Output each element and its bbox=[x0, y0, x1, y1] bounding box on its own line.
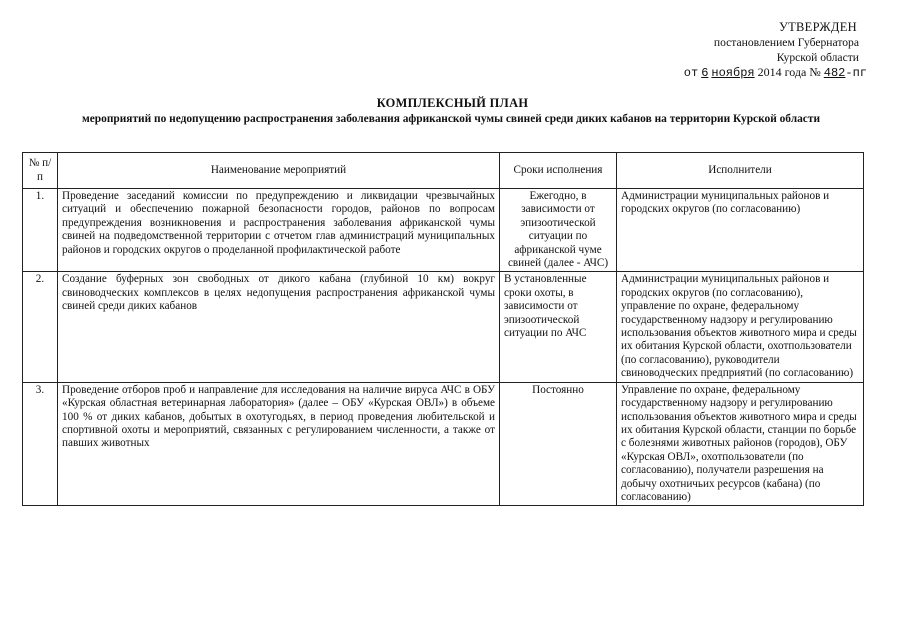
row-measure: Проведение отборов проб и направление для исследования на наличие вируса АЧС в ОБУ «Курская областная ветеринарная лаборатория» (далее – ОБУ «Курская ОВЛ») в объеме 100 % от диких кабанов, добытых в охотугодьях, в период проведения любительской и спортивной охоты и мероприятий, связанных с регулированием численности, а также от павших животных bbox=[58, 382, 500, 506]
approval-block bbox=[607, 20, 867, 81]
approval-date-prefix: от bbox=[683, 66, 699, 80]
plan-table bbox=[22, 152, 864, 506]
table-row bbox=[23, 272, 864, 382]
approval-date-day: 6 bbox=[701, 66, 709, 80]
header-term: Сроки исполнения bbox=[500, 153, 617, 189]
approval-number-suffix: -пг bbox=[845, 66, 867, 80]
row-num: 2. bbox=[23, 272, 58, 382]
approval-date-month: ноября bbox=[711, 66, 755, 80]
row-executors: Управление по охране, федеральному государственному надзору и регулированию использования объектов животного мира и среды их обитания Курской области, станции по борьбе с болезнями животных районов (городов), ОБУ «Курская ОВЛ», охотпользователи (по согласованию), получатели разрешения на добычу охотничьих ресурсов (кабана) (по согласованию) bbox=[617, 382, 864, 506]
table-row bbox=[23, 382, 864, 506]
header-executors: Исполнители bbox=[617, 153, 864, 189]
approval-date-line bbox=[607, 65, 867, 81]
document-title: КОМПЛЕКСНЫЙ ПЛАН bbox=[376, 96, 529, 110]
row-measure: Проведение заседаний комиссии по предупреждению и ликвидации чрезвычайных ситуаций и обеспечению пожарной безопасности городов, районов по вопросам предупреждения возникновения и распространения заболевания африканской чумы свиней на подведомственной территории с отчетом глав администраций муниципальных районов и городских округов о проделанной профилактической работе bbox=[58, 189, 500, 272]
approval-line-decree: постановлением Губернатора bbox=[713, 36, 859, 49]
row-num: 1. bbox=[23, 189, 58, 272]
table-header-row bbox=[23, 153, 864, 189]
header-measure: Наименование мероприятий bbox=[58, 153, 500, 189]
table-row bbox=[23, 189, 864, 272]
row-measure: Создание буферных зон свободных от дикого кабана (глубиной 10 км) вокруг свиноводческих комплексов в целях недопущения распространения африканской чумы свиней среди диких кабанов bbox=[58, 272, 500, 382]
row-term: Ежегодно, в зависимости от эпизоотической ситуации по африканской чуме свиней (далее - АЧС) bbox=[500, 189, 617, 272]
row-term: Постоянно bbox=[500, 382, 617, 506]
row-executors: Администрации муниципальных районов и городских округов (по согласованию), управление по охране, федеральному государственному надзору и регулированию использования объектов животного мира и среды их обитания Курской области, охотпользователи (по согласованию), руководители свиноводческих предприятий (по согласованию) bbox=[617, 272, 864, 382]
row-term: В установленные сроки охоты, в зависимости от эпизоотической ситуации по АЧС bbox=[500, 272, 617, 382]
row-num: 3. bbox=[23, 382, 58, 506]
approval-date-year: 2014 года № bbox=[757, 65, 821, 79]
row-executors: Администрации муниципальных районов и городских округов (по согласованию) bbox=[617, 189, 864, 272]
document-subtitle: мероприятий по недопущению распространения заболевания африканской чумы свиней среди диких кабанов на территории Курской области bbox=[81, 113, 821, 125]
approval-line-region: Курской области bbox=[776, 51, 859, 64]
approval-heading: УТВЕРЖДЕН bbox=[778, 20, 857, 34]
approval-number: 482 bbox=[823, 66, 846, 80]
header-num: № п/п bbox=[23, 153, 58, 189]
